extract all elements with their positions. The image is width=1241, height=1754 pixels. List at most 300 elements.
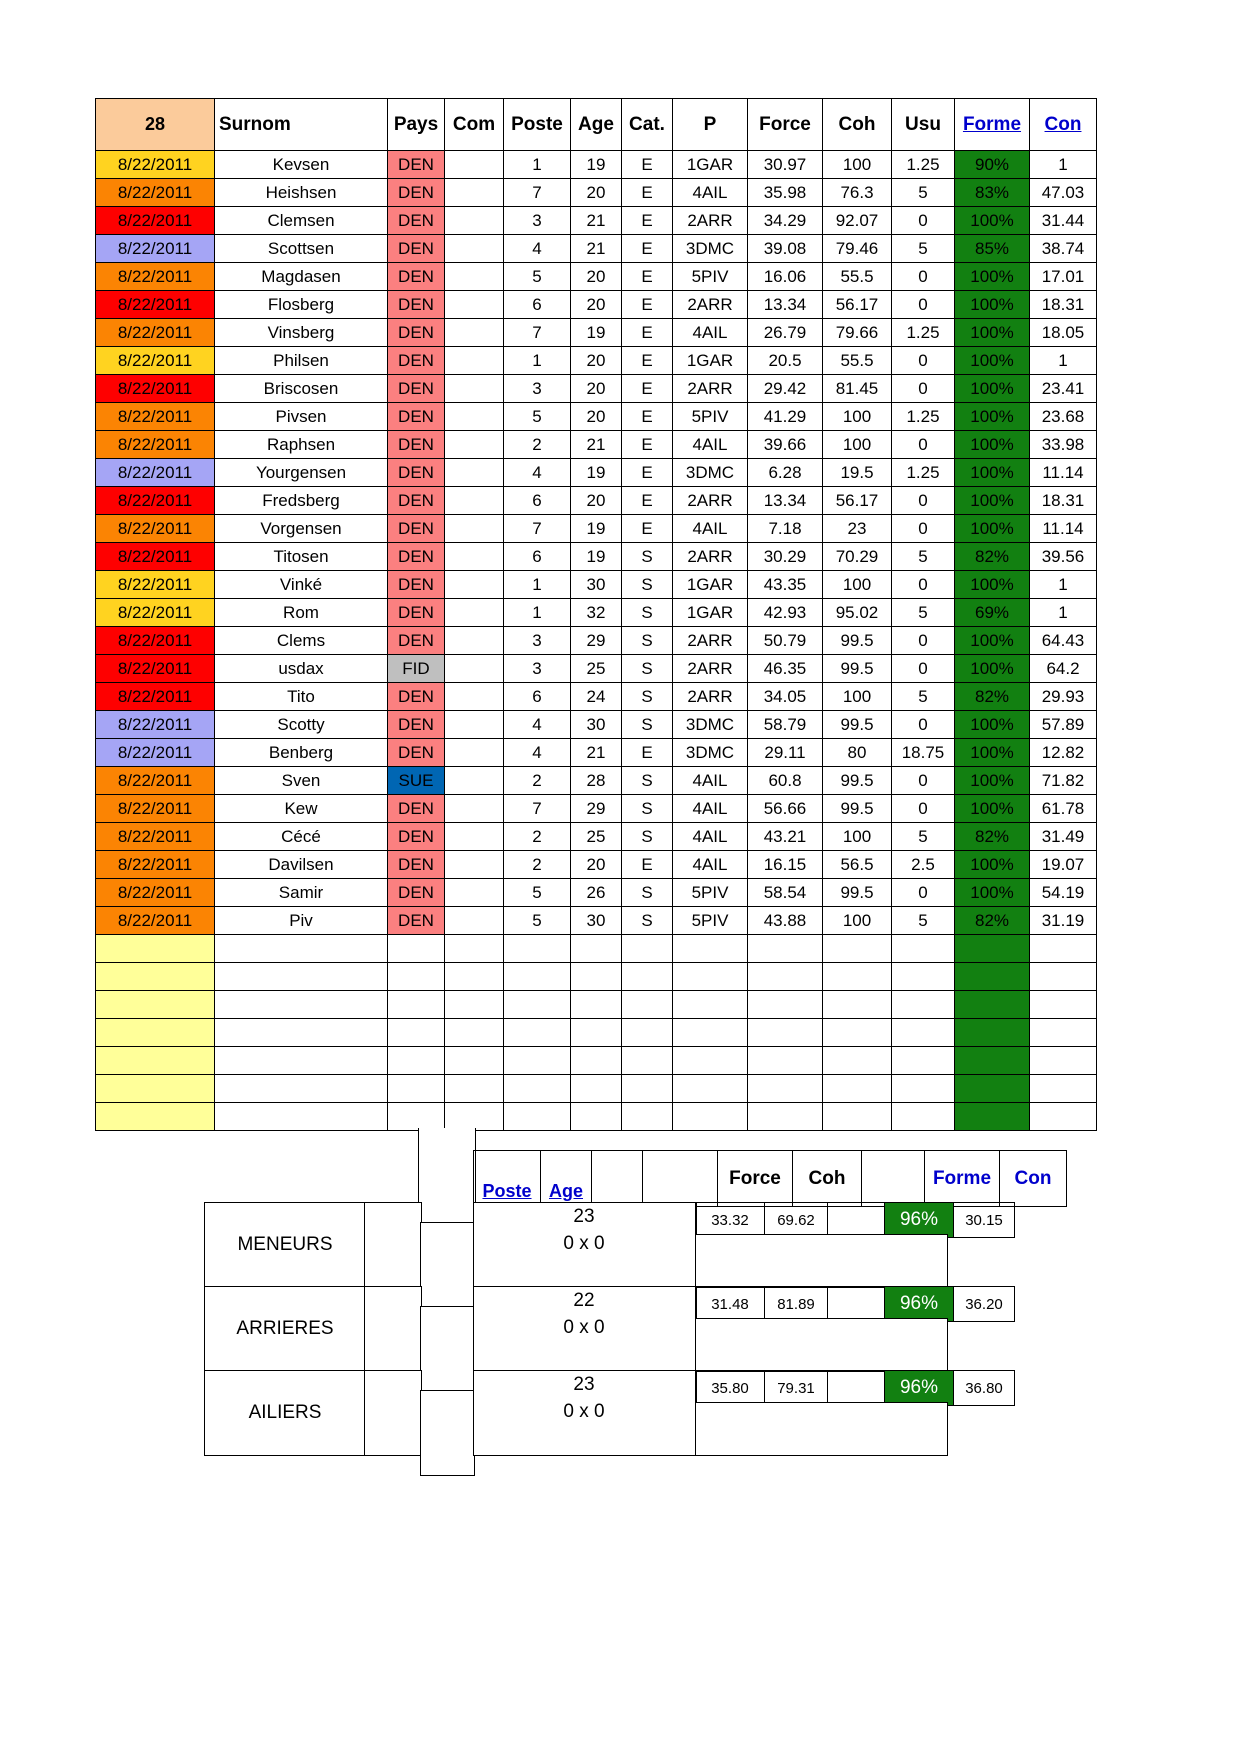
roster-cell-surnom[interactable]: Cécé xyxy=(215,823,388,851)
roster-cell-com[interactable] xyxy=(445,319,504,347)
roster-cell-age[interactable]: 30 xyxy=(571,907,622,935)
roster-cell-age[interactable]: 20 xyxy=(571,851,622,879)
roster-cell-date[interactable]: 8/22/2011 xyxy=(96,907,215,935)
roster-cell-con[interactable]: 12.82 xyxy=(1030,739,1097,767)
roster-cell-coh[interactable]: 56.17 xyxy=(823,291,892,319)
summary-group-blank[interactable] xyxy=(828,1287,885,1322)
roster-cell-con[interactable]: 47.03 xyxy=(1030,179,1097,207)
roster-cell-surnom[interactable]: Vorgensen xyxy=(215,515,388,543)
roster-cell-con[interactable]: 1 xyxy=(1030,347,1097,375)
roster-cell-age[interactable]: 30 xyxy=(571,711,622,739)
roster-cell-surnom[interactable]: Samir xyxy=(215,879,388,907)
roster-cell-age[interactable]: 29 xyxy=(571,627,622,655)
roster-cell-age[interactable]: 32 xyxy=(571,599,622,627)
roster-cell-p[interactable]: 5PIV xyxy=(673,403,748,431)
roster-cell-coh[interactable]: 76.3 xyxy=(823,179,892,207)
roster-cell-usu[interactable]: 2.5 xyxy=(892,851,955,879)
roster-cell-pays[interactable]: DEN xyxy=(388,263,445,291)
roster-empty-cell-con[interactable] xyxy=(1030,935,1097,963)
roster-cell-poste[interactable]: 1 xyxy=(504,151,571,179)
roster-cell-coh[interactable]: 99.5 xyxy=(823,795,892,823)
roster-cell-usu[interactable]: 0 xyxy=(892,767,955,795)
roster-cell-date[interactable]: 8/22/2011 xyxy=(96,291,215,319)
roster-cell-pays[interactable]: DEN xyxy=(388,795,445,823)
roster-cell-con[interactable]: 29.93 xyxy=(1030,683,1097,711)
roster-cell-coh[interactable]: 100 xyxy=(823,571,892,599)
roster-empty-cell-cat[interactable] xyxy=(622,963,673,991)
roster-cell-con[interactable]: 64.2 xyxy=(1030,655,1097,683)
roster-cell-pays[interactable]: DEN xyxy=(388,739,445,767)
roster-cell-date[interactable]: 8/22/2011 xyxy=(96,487,215,515)
roster-cell-poste[interactable]: 6 xyxy=(504,291,571,319)
roster-empty-cell-age[interactable] xyxy=(571,1103,622,1131)
roster-cell-con[interactable]: 18.31 xyxy=(1030,291,1097,319)
roster-empty-cell-coh[interactable] xyxy=(823,1019,892,1047)
roster-cell-pays[interactable]: SUE xyxy=(388,767,445,795)
roster-cell-forme[interactable]: 100% xyxy=(955,291,1030,319)
roster-cell-usu[interactable]: 0 xyxy=(892,347,955,375)
roster-row[interactable] xyxy=(96,907,1097,935)
roster-empty-cell-forme[interactable] xyxy=(955,935,1030,963)
roster-cell-coh[interactable]: 100 xyxy=(823,907,892,935)
roster-cell-age[interactable]: 28 xyxy=(571,767,622,795)
roster-empty-cell-usu[interactable] xyxy=(892,963,955,991)
roster-empty-cell-p[interactable] xyxy=(673,1019,748,1047)
roster-cell-cat[interactable]: S xyxy=(622,655,673,683)
summary-group-forme[interactable]: 96% xyxy=(885,1371,954,1406)
roster-empty-cell-forme[interactable] xyxy=(955,1019,1030,1047)
roster-cell-force[interactable]: 43.21 xyxy=(748,823,823,851)
roster-cell-surnom[interactable]: usdax xyxy=(215,655,388,683)
roster-row[interactable] xyxy=(96,627,1097,655)
roster-cell-cat[interactable]: E xyxy=(622,151,673,179)
roster-cell-usu[interactable]: 5 xyxy=(892,823,955,851)
roster-cell-con[interactable]: 18.31 xyxy=(1030,487,1097,515)
roster-empty-cell-forme[interactable] xyxy=(955,1075,1030,1103)
roster-cell-surnom[interactable]: Clems xyxy=(215,627,388,655)
roster-cell-usu[interactable]: 0 xyxy=(892,375,955,403)
roster-cell-con[interactable]: 38.74 xyxy=(1030,235,1097,263)
roster-cell-forme[interactable]: 100% xyxy=(955,319,1030,347)
roster-cell-cat[interactable]: E xyxy=(622,319,673,347)
roster-cell-com[interactable] xyxy=(445,403,504,431)
roster-cell-age[interactable]: 25 xyxy=(571,655,622,683)
roster-row[interactable] xyxy=(96,179,1097,207)
roster-cell-usu[interactable]: 1.25 xyxy=(892,151,955,179)
roster-empty-cell-con[interactable] xyxy=(1030,963,1097,991)
roster-empty-cell-date[interactable] xyxy=(96,963,215,991)
roster-cell-com[interactable] xyxy=(445,263,504,291)
roster-empty-cell-pays[interactable] xyxy=(388,1047,445,1075)
roster-cell-date[interactable]: 8/22/2011 xyxy=(96,347,215,375)
roster-cell-date[interactable]: 8/22/2011 xyxy=(96,711,215,739)
roster-empty-cell-poste[interactable] xyxy=(504,1019,571,1047)
roster-cell-cat[interactable]: E xyxy=(622,291,673,319)
roster-cell-com[interactable] xyxy=(445,459,504,487)
roster-cell-usu[interactable]: 0 xyxy=(892,263,955,291)
roster-cell-cat[interactable]: E xyxy=(622,431,673,459)
roster-cell-age[interactable]: 21 xyxy=(571,235,622,263)
roster-cell-age[interactable]: 24 xyxy=(571,683,622,711)
roster-cell-date[interactable]: 8/22/2011 xyxy=(96,459,215,487)
roster-cell-con[interactable]: 33.98 xyxy=(1030,431,1097,459)
roster-cell-surnom[interactable]: Yourgensen xyxy=(215,459,388,487)
roster-row[interactable] xyxy=(96,543,1097,571)
roster-cell-surnom[interactable]: Raphsen xyxy=(215,431,388,459)
summary-group-notes-cell[interactable] xyxy=(695,1234,948,1288)
roster-cell-com[interactable] xyxy=(445,851,504,879)
roster-cell-forme[interactable]: 100% xyxy=(955,431,1030,459)
roster-row[interactable] xyxy=(96,599,1097,627)
roster-cell-date[interactable]: 8/22/2011 xyxy=(96,879,215,907)
roster-cell-con[interactable]: 23.41 xyxy=(1030,375,1097,403)
roster-empty-cell-pays[interactable] xyxy=(388,1075,445,1103)
roster-empty-cell-usu[interactable] xyxy=(892,1075,955,1103)
roster-cell-force[interactable]: 39.08 xyxy=(748,235,823,263)
roster-row[interactable] xyxy=(96,655,1097,683)
roster-cell-p[interactable]: 2ARR xyxy=(673,655,748,683)
roster-cell-date[interactable]: 8/22/2011 xyxy=(96,151,215,179)
summary-group-blank[interactable] xyxy=(828,1203,885,1238)
roster-empty-cell-pays[interactable] xyxy=(388,1103,445,1131)
roster-cell-p[interactable]: 3DMC xyxy=(673,459,748,487)
roster-empty-cell-date[interactable] xyxy=(96,1047,215,1075)
roster-cell-coh[interactable]: 80 xyxy=(823,739,892,767)
roster-empty-cell-age[interactable] xyxy=(571,963,622,991)
roster-empty-cell-coh[interactable] xyxy=(823,1075,892,1103)
roster-empty-cell-coh[interactable] xyxy=(823,991,892,1019)
roster-empty-cell-forme[interactable] xyxy=(955,963,1030,991)
roster-cell-age[interactable]: 29 xyxy=(571,795,622,823)
roster-empty-cell-cat[interactable] xyxy=(622,1075,673,1103)
roster-empty-row[interactable] xyxy=(96,991,1097,1019)
roster-empty-cell-poste[interactable] xyxy=(504,963,571,991)
roster-row[interactable] xyxy=(96,459,1097,487)
roster-cell-surnom[interactable]: Scotty xyxy=(215,711,388,739)
summary-group-forme[interactable]: 96% xyxy=(885,1203,954,1238)
roster-cell-surnom[interactable]: Scottsen xyxy=(215,235,388,263)
roster-cell-force[interactable]: 6.28 xyxy=(748,459,823,487)
roster-cell-pays[interactable]: DEN xyxy=(388,543,445,571)
roster-cell-cat[interactable]: S xyxy=(622,907,673,935)
roster-cell-forme[interactable]: 100% xyxy=(955,347,1030,375)
roster-cell-usu[interactable]: 5 xyxy=(892,235,955,263)
roster-cell-forme[interactable]: 100% xyxy=(955,487,1030,515)
roster-empty-cell-age[interactable] xyxy=(571,1075,622,1103)
roster-cell-age[interactable]: 19 xyxy=(571,515,622,543)
roster-cell-date[interactable]: 8/22/2011 xyxy=(96,823,215,851)
roster-cell-cat[interactable]: E xyxy=(622,207,673,235)
roster-cell-cat[interactable]: E xyxy=(622,515,673,543)
summary-group-force[interactable]: 31.48 xyxy=(696,1287,765,1322)
roster-cell-pays[interactable]: DEN xyxy=(388,823,445,851)
roster-empty-cell-cat[interactable] xyxy=(622,991,673,1019)
roster-empty-cell-com[interactable] xyxy=(445,991,504,1019)
roster-cell-forme[interactable]: 100% xyxy=(955,795,1030,823)
roster-cell-surnom[interactable]: Rom xyxy=(215,599,388,627)
roster-cell-cat[interactable]: E xyxy=(622,851,673,879)
roster-cell-coh[interactable]: 100 xyxy=(823,823,892,851)
roster-cell-age[interactable]: 21 xyxy=(571,207,622,235)
roster-cell-pays[interactable]: DEN xyxy=(388,179,445,207)
roster-empty-cell-surnom[interactable] xyxy=(215,1019,388,1047)
roster-cell-usu[interactable]: 0 xyxy=(892,291,955,319)
roster-cell-p[interactable]: 3DMC xyxy=(673,711,748,739)
roster-cell-forme[interactable]: 100% xyxy=(955,571,1030,599)
roster-cell-date[interactable]: 8/22/2011 xyxy=(96,403,215,431)
roster-empty-cell-con[interactable] xyxy=(1030,1103,1097,1131)
roster-cell-usu[interactable]: 0 xyxy=(892,571,955,599)
roster-cell-con[interactable]: 18.05 xyxy=(1030,319,1097,347)
roster-cell-p[interactable]: 2ARR xyxy=(673,375,748,403)
roster-cell-date[interactable]: 8/22/2011 xyxy=(96,683,215,711)
roster-cell-pays[interactable]: DEN xyxy=(388,235,445,263)
roster-cell-p[interactable]: 1GAR xyxy=(673,571,748,599)
roster-cell-pays[interactable]: DEN xyxy=(388,347,445,375)
roster-empty-cell-pays[interactable] xyxy=(388,963,445,991)
roster-cell-date[interactable]: 8/22/2011 xyxy=(96,543,215,571)
roster-cell-surnom[interactable]: Vinké xyxy=(215,571,388,599)
roster-cell-coh[interactable]: 23 xyxy=(823,515,892,543)
roster-empty-cell-forme[interactable] xyxy=(955,1103,1030,1131)
roster-cell-p[interactable]: 4AIL xyxy=(673,851,748,879)
roster-cell-date[interactable]: 8/22/2011 xyxy=(96,599,215,627)
roster-cell-com[interactable] xyxy=(445,711,504,739)
roster-cell-coh[interactable]: 70.29 xyxy=(823,543,892,571)
roster-cell-cat[interactable]: E xyxy=(622,375,673,403)
roster-cell-forme[interactable]: 100% xyxy=(955,207,1030,235)
roster-cell-cat[interactable]: S xyxy=(622,711,673,739)
roster-cell-date[interactable]: 8/22/2011 xyxy=(96,179,215,207)
roster-empty-row[interactable] xyxy=(96,963,1097,991)
roster-cell-force[interactable]: 30.97 xyxy=(748,151,823,179)
roster-empty-cell-p[interactable] xyxy=(673,991,748,1019)
roster-empty-cell-p[interactable] xyxy=(673,1047,748,1075)
roster-cell-p[interactable]: 4AIL xyxy=(673,179,748,207)
roster-row[interactable] xyxy=(96,375,1097,403)
roster-cell-surnom[interactable]: Benberg xyxy=(215,739,388,767)
roster-row[interactable] xyxy=(96,263,1097,291)
roster-cell-coh[interactable]: 55.5 xyxy=(823,263,892,291)
roster-cell-surnom[interactable]: Flosberg xyxy=(215,291,388,319)
roster-cell-poste[interactable]: 3 xyxy=(504,627,571,655)
roster-cell-coh[interactable]: 19.5 xyxy=(823,459,892,487)
roster-cell-age[interactable]: 20 xyxy=(571,291,622,319)
roster-empty-row[interactable] xyxy=(96,935,1097,963)
summary-group-coh[interactable]: 79.31 xyxy=(765,1371,828,1406)
roster-cell-age[interactable]: 20 xyxy=(571,347,622,375)
roster-cell-p[interactable]: 2ARR xyxy=(673,207,748,235)
roster-empty-cell-poste[interactable] xyxy=(504,991,571,1019)
roster-cell-date[interactable]: 8/22/2011 xyxy=(96,767,215,795)
roster-cell-forme[interactable]: 100% xyxy=(955,263,1030,291)
roster-row[interactable] xyxy=(96,711,1097,739)
roster-cell-coh[interactable]: 99.5 xyxy=(823,711,892,739)
roster-cell-cat[interactable]: S xyxy=(622,543,673,571)
roster-empty-cell-forme[interactable] xyxy=(955,1047,1030,1075)
roster-row[interactable] xyxy=(96,347,1097,375)
roster-cell-con[interactable]: 17.01 xyxy=(1030,263,1097,291)
roster-row[interactable] xyxy=(96,319,1097,347)
summary-group-con[interactable]: 30.15 xyxy=(954,1203,1015,1238)
roster-row[interactable] xyxy=(96,151,1097,179)
roster-cell-surnom[interactable]: Davilsen xyxy=(215,851,388,879)
roster-cell-force[interactable]: 39.66 xyxy=(748,431,823,459)
roster-empty-cell-com[interactable] xyxy=(445,963,504,991)
roster-cell-coh[interactable]: 99.5 xyxy=(823,627,892,655)
roster-cell-cat[interactable]: S xyxy=(622,795,673,823)
roster-cell-forme[interactable]: 82% xyxy=(955,683,1030,711)
roster-empty-cell-usu[interactable] xyxy=(892,991,955,1019)
roster-cell-force[interactable]: 46.35 xyxy=(748,655,823,683)
roster-cell-p[interactable]: 4AIL xyxy=(673,319,748,347)
roster-cell-con[interactable]: 39.56 xyxy=(1030,543,1097,571)
roster-cell-com[interactable] xyxy=(445,739,504,767)
roster-empty-cell-usu[interactable] xyxy=(892,935,955,963)
roster-cell-coh[interactable]: 92.07 xyxy=(823,207,892,235)
roster-cell-pays[interactable]: DEN xyxy=(388,907,445,935)
roster-cell-usu[interactable]: 1.25 xyxy=(892,403,955,431)
roster-cell-poste[interactable]: 4 xyxy=(504,459,571,487)
roster-empty-cell-force[interactable] xyxy=(748,1047,823,1075)
roster-cell-com[interactable] xyxy=(445,487,504,515)
roster-cell-con[interactable]: 54.19 xyxy=(1030,879,1097,907)
roster-cell-poste[interactable]: 5 xyxy=(504,403,571,431)
summary-group-spacer-cell[interactable] xyxy=(420,1306,475,1392)
roster-row[interactable] xyxy=(96,823,1097,851)
summary-group-force[interactable]: 35.80 xyxy=(696,1371,765,1406)
roster-cell-cat[interactable]: S xyxy=(622,683,673,711)
roster-cell-forme[interactable]: 85% xyxy=(955,235,1030,263)
roster-empty-cell-age[interactable] xyxy=(571,1047,622,1075)
roster-empty-cell-poste[interactable] xyxy=(504,1103,571,1131)
roster-cell-surnom[interactable]: Magdasen xyxy=(215,263,388,291)
roster-row[interactable] xyxy=(96,795,1097,823)
roster-cell-com[interactable] xyxy=(445,179,504,207)
roster-cell-pays[interactable]: DEN xyxy=(388,571,445,599)
roster-cell-coh[interactable]: 81.45 xyxy=(823,375,892,403)
roster-cell-poste[interactable]: 7 xyxy=(504,795,571,823)
roster-empty-cell-force[interactable] xyxy=(748,1019,823,1047)
roster-cell-surnom[interactable]: Kevsen xyxy=(215,151,388,179)
roster-cell-surnom[interactable]: Pivsen xyxy=(215,403,388,431)
roster-cell-poste[interactable]: 6 xyxy=(504,487,571,515)
roster-empty-cell-surnom[interactable] xyxy=(215,1075,388,1103)
roster-cell-p[interactable]: 3DMC xyxy=(673,739,748,767)
roster-empty-cell-surnom[interactable] xyxy=(215,1103,388,1131)
roster-cell-forme[interactable]: 100% xyxy=(955,515,1030,543)
roster-header-con[interactable] xyxy=(1030,99,1097,151)
roster-empty-cell-pays[interactable] xyxy=(388,1019,445,1047)
roster-cell-cat[interactable]: S xyxy=(622,571,673,599)
roster-empty-cell-surnom[interactable] xyxy=(215,963,388,991)
roster-row[interactable] xyxy=(96,739,1097,767)
roster-cell-p[interactable]: 5PIV xyxy=(673,907,748,935)
roster-cell-pays[interactable]: DEN xyxy=(388,599,445,627)
roster-cell-date[interactable]: 8/22/2011 xyxy=(96,795,215,823)
roster-cell-force[interactable]: 30.29 xyxy=(748,543,823,571)
summary-group-notes-cell[interactable] xyxy=(695,1402,948,1456)
roster-cell-forme[interactable]: 83% xyxy=(955,179,1030,207)
roster-cell-p[interactable]: 2ARR xyxy=(673,627,748,655)
roster-cell-com[interactable] xyxy=(445,515,504,543)
summary-group-blank[interactable] xyxy=(828,1371,885,1406)
roster-cell-date[interactable]: 8/22/2011 xyxy=(96,235,215,263)
roster-empty-cell-com[interactable] xyxy=(445,935,504,963)
roster-cell-force[interactable]: 60.8 xyxy=(748,767,823,795)
roster-cell-poste[interactable]: 4 xyxy=(504,235,571,263)
roster-cell-usu[interactable]: 0 xyxy=(892,487,955,515)
roster-cell-poste[interactable]: 2 xyxy=(504,851,571,879)
roster-cell-coh[interactable]: 100 xyxy=(823,151,892,179)
roster-cell-p[interactable]: 1GAR xyxy=(673,151,748,179)
roster-cell-date[interactable]: 8/22/2011 xyxy=(96,571,215,599)
roster-cell-force[interactable]: 26.79 xyxy=(748,319,823,347)
roster-cell-com[interactable] xyxy=(445,683,504,711)
roster-row[interactable] xyxy=(96,291,1097,319)
roster-cell-com[interactable] xyxy=(445,375,504,403)
roster-cell-forme[interactable]: 100% xyxy=(955,403,1030,431)
roster-cell-cat[interactable]: S xyxy=(622,767,673,795)
roster-cell-p[interactable]: 4AIL xyxy=(673,515,748,543)
roster-empty-cell-p[interactable] xyxy=(673,935,748,963)
roster-empty-cell-pays[interactable] xyxy=(388,935,445,963)
roster-cell-poste[interactable]: 6 xyxy=(504,543,571,571)
roster-cell-pays[interactable]: FID xyxy=(388,655,445,683)
roster-cell-pays[interactable]: DEN xyxy=(388,403,445,431)
roster-cell-con[interactable]: 57.89 xyxy=(1030,711,1097,739)
roster-cell-com[interactable] xyxy=(445,291,504,319)
roster-cell-force[interactable]: 7.18 xyxy=(748,515,823,543)
roster-cell-pays[interactable]: DEN xyxy=(388,487,445,515)
roster-cell-pays[interactable]: DEN xyxy=(388,151,445,179)
roster-empty-cell-date[interactable] xyxy=(96,1075,215,1103)
roster-cell-pays[interactable]: DEN xyxy=(388,375,445,403)
roster-empty-cell-con[interactable] xyxy=(1030,1019,1097,1047)
roster-empty-row[interactable] xyxy=(96,1047,1097,1075)
roster-cell-coh[interactable]: 56.5 xyxy=(823,851,892,879)
roster-empty-cell-con[interactable] xyxy=(1030,1075,1097,1103)
summary-group-spacer-cell[interactable] xyxy=(420,1390,475,1476)
roster-cell-forme[interactable]: 100% xyxy=(955,627,1030,655)
roster-cell-con[interactable]: 31.49 xyxy=(1030,823,1097,851)
roster-cell-force[interactable]: 34.05 xyxy=(748,683,823,711)
roster-empty-cell-forme[interactable] xyxy=(955,991,1030,1019)
summary-group-coh[interactable]: 69.62 xyxy=(765,1203,828,1238)
roster-cell-poste[interactable]: 3 xyxy=(504,375,571,403)
roster-empty-cell-com[interactable] xyxy=(445,1103,504,1131)
roster-cell-p[interactable]: 5PIV xyxy=(673,263,748,291)
roster-empty-cell-com[interactable] xyxy=(445,1019,504,1047)
roster-cell-usu[interactable]: 0 xyxy=(892,795,955,823)
roster-cell-date[interactable]: 8/22/2011 xyxy=(96,515,215,543)
roster-empty-cell-p[interactable] xyxy=(673,963,748,991)
roster-empty-cell-force[interactable] xyxy=(748,1075,823,1103)
roster-empty-cell-force[interactable] xyxy=(748,991,823,1019)
roster-empty-cell-con[interactable] xyxy=(1030,1047,1097,1075)
roster-cell-forme[interactable]: 69% xyxy=(955,599,1030,627)
roster-cell-cat[interactable]: S xyxy=(622,879,673,907)
roster-cell-cat[interactable]: E xyxy=(622,235,673,263)
roster-empty-cell-force[interactable] xyxy=(748,1103,823,1131)
roster-cell-poste[interactable]: 7 xyxy=(504,179,571,207)
roster-row[interactable] xyxy=(96,851,1097,879)
roster-cell-usu[interactable]: 0 xyxy=(892,515,955,543)
roster-cell-age[interactable]: 20 xyxy=(571,263,622,291)
summary-group-blank-cell[interactable] xyxy=(364,1286,422,1372)
roster-cell-force[interactable]: 43.35 xyxy=(748,571,823,599)
roster-cell-age[interactable]: 26 xyxy=(571,879,622,907)
